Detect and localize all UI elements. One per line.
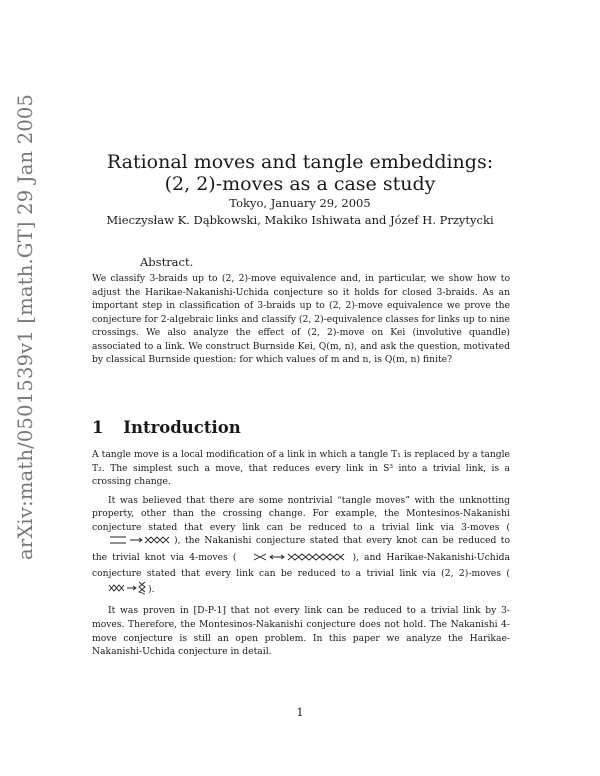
paragraph-2-part-a: It was believed that there are some nontrivial “tangle moves” with the unknotting property, other than the crossing change. For example, the Montesinos-Nakanishi conjecture stated that every link can be reduced to a trivial link via 3-moves ( [92, 494, 510, 533]
paper-authors: Mieczysław K. Dąbkowski, Makiko Ishiwata and Józef H. Przytycki [106, 213, 494, 227]
two-two-move-diagram-icon [92, 581, 148, 600]
page-number: 1 [296, 706, 304, 719]
abstract-body [92, 272, 510, 367]
paragraph-2-part-c: ), and Harikae-Nakanishi-Uchida conjecture stated that every link can be reduced to a trivial link via (2, 2)-moves ( [92, 551, 510, 580]
abstract-text: We classify 3-braids up to (2, 2)-move equivalence and, in particular, we show how to adjust the Harikae-Nakanishi-Uchida conjecture so it holds for closed 3-braids. As an important step in classification of 3-braids up to (2, 2)-move equivalence we prove the conjecture for 2-algebraic links and classify (2, 2)-equivalence classes for links up to nine crossings. We also analyze the effect of (2, 2)-move on Kei (involutive quandle) associated to a link. We construct Burnside Kei, Q(m, n), and ask the question, motivated by classical Burnside question: for which values of m and n, is Q(m, n) finite? [92, 273, 510, 366]
four-move-diagram-icon [236, 551, 352, 568]
section-body [92, 448, 510, 659]
paper-date: Tokyo, January 29, 2005 [229, 196, 371, 210]
section-heading [92, 418, 241, 437]
title-line-1: Rational moves and tangle embeddings: [106, 151, 494, 173]
three-move-diagram-icon [92, 534, 174, 551]
paragraph-2-part-d: ). [148, 583, 155, 595]
abstract-heading: Abstract. [140, 255, 194, 269]
paragraph-2 [92, 494, 510, 600]
section-title: Introduction [123, 418, 241, 437]
paragraph-1: A tangle move is a local modification of a link in which a tangle T₁ is replaced by a tangle T₂. The simplest such a move, that reduces every link in S³ into a trivial link, is a crossing change. [92, 449, 510, 488]
title-line-2: (2, 2)-moves as a case study [164, 173, 436, 195]
section-number: 1 [92, 418, 104, 437]
paper-title [0, 151, 600, 195]
paragraph-2-part-b: ), the Nakanishi conjecture stated that every knot can be reduced to the trivial knot via 4-moves ( [92, 535, 510, 563]
paragraph-3: It was proven in [D-P-1] that not every link can be reduced to a trivial link by 3-moves. Therefore, the Montesinos-Nakanishi conjecture does not hold. The Nakanishi 4-move conjecture is still an open problem. In this paper we analyze the Harikae-Nakanishi-Uchida conjecture in detail. [92, 605, 510, 658]
arxiv-sidebar-stamp: arXiv:math/0501539v1 [math.GT] 29 Jan 2005 [14, 93, 37, 560]
